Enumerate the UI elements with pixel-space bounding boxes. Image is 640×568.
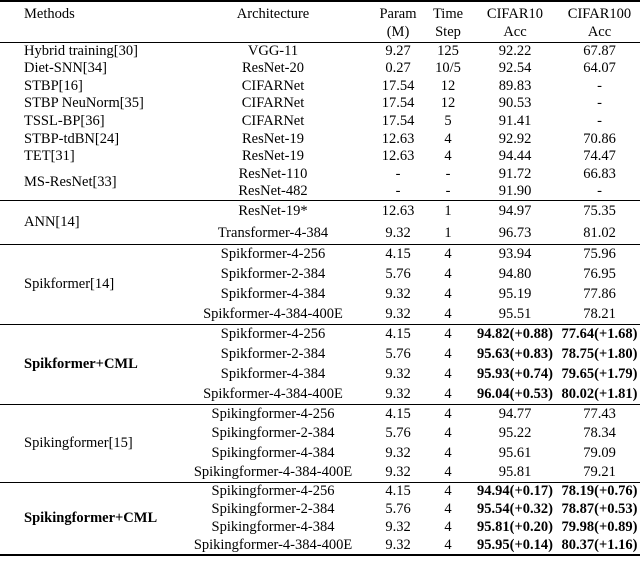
param-cell: 5.76 [385,501,411,518]
cifar10-acc-cell: 93.94 [471,245,559,265]
col-header-architecture [175,1,371,43]
param-cell: 5.76 [385,266,411,283]
cifar100-acc-cell: 79.09 [583,444,616,461]
col-header-methods [0,1,175,43]
timestep-cell: 4 [425,245,471,265]
cifar10-acc-cell: 95.95(+0.14) [477,536,553,553]
cifar10-acc-cell: 95.81 [498,463,532,480]
architecture-cell: CIFARNet [241,113,305,130]
param-cell: 5.76 [385,425,411,442]
cifar100-acc-cell: 78.34 [583,425,616,442]
col-header-timestep-line2: Step [435,23,461,40]
method-cell: Hybrid training[30] [0,43,175,61]
cifar100-acc-cell: 78.75(+1.80) [561,346,638,363]
timestep-cell: 4 [444,536,452,553]
cifar10-acc-cell: 91.72 [498,165,532,182]
param-cell: 9.32 [385,366,411,383]
col-header-cifar100-line2: Acc [587,23,612,40]
col-header-cifar10-line2: Acc [503,23,527,40]
architecture-cell: Spikingformer-2-384 [211,425,335,442]
cifar100-acc-cell: 67.87 [559,43,640,61]
col-header-methods-label: Methods [24,6,75,22]
param-cell: 9.32 [385,536,411,553]
table-row [0,60,640,78]
architecture-cell: CIFARNet [241,77,305,94]
architecture-cell: Spikformer-4-384 [220,366,326,383]
param-cell: 9.32 [385,385,411,402]
cifar100-acc-cell: 76.95 [583,266,616,283]
cifar10-acc-cell: 95.81(+0.20) [477,519,553,536]
architecture-cell: Spikingformer-4-384-400E [193,463,353,480]
cifar100-acc-cell: 70.86 [583,130,616,147]
cifar100-acc-cell: - [597,77,602,94]
param-cell: - [395,183,401,200]
param-cell: 9.32 [385,286,411,303]
timestep-cell: 4 [444,148,452,165]
method-cell: Spikformer[14] [0,245,175,325]
param-cell: 12.63 [371,201,425,223]
table-row [0,325,640,345]
timestep-cell: 4 [444,130,452,147]
param-cell: 5.76 [385,346,411,363]
table-row [0,405,640,424]
architecture-cell: Spikingformer-4-384 [211,444,335,461]
table-row [0,201,640,223]
param-cell: 12.63 [381,130,415,147]
cifar10-acc-cell: 92.22 [471,43,559,61]
architecture-cell: Spikformer-2-384 [220,266,326,283]
col-header-param-line1: Param [379,6,417,22]
architecture-cell: Spikformer-4-256 [175,325,371,345]
table-row [0,166,640,184]
cifar100-acc-cell: 75.35 [559,201,640,223]
cifar10-acc-cell: 94.44 [498,148,532,165]
param-cell: 9.32 [385,519,411,536]
param-cell: 4.15 [371,482,425,500]
timestep-cell: 1 [444,224,452,241]
timestep-cell: - [445,183,451,200]
col-header-timestep-line1: Time [432,6,464,22]
timestep-cell: 4 [444,305,452,322]
method-cell: Diet-SNN[34] [24,60,107,77]
table-row [0,245,640,265]
cifar100-acc-cell: - [597,183,602,200]
col-header-cifar100-line1: CIFAR100 [567,6,632,22]
timestep-cell: 1 [425,201,471,223]
cifar100-acc-cell: - [597,95,602,112]
architecture-cell: Spikingformer-2-384 [211,501,335,518]
timestep-cell: 4 [444,266,452,283]
cifar10-acc-cell: 95.22 [498,425,532,442]
architecture-cell: VGG-11 [175,43,371,61]
table-row [0,43,640,61]
cifar10-acc-cell: 94.80 [498,266,532,283]
col-header-architecture-label: Architecture [236,6,310,22]
cifar10-acc-cell: 95.19 [498,286,532,303]
timestep-cell: 4 [425,325,471,345]
cifar10-acc-cell: 95.93(+0.74) [477,366,553,383]
cifar100-acc-cell: 77.43 [559,405,640,424]
param-cell: 9.32 [385,463,411,480]
architecture-cell: Transformer-4-384 [217,224,329,241]
cifar10-acc-cell: 89.83 [498,77,532,94]
timestep-cell: 10/5 [435,60,461,77]
cifar10-acc-cell: 91.41 [498,113,532,130]
architecture-cell: Spikingformer-4-384-400E [193,536,353,553]
cifar10-acc-cell: 92.92 [498,130,532,147]
param-cell: 4.15 [371,245,425,265]
cifar10-acc-cell: 94.97 [471,201,559,223]
cifar10-acc-cell: 94.82(+0.88) [471,325,559,345]
architecture-cell: ResNet-20 [241,60,304,77]
timestep-cell: 4 [444,346,452,363]
architecture-cell: ResNet-19 [241,130,304,147]
timestep-cell: 5 [444,113,452,130]
col-header-cifar10-line1: CIFAR10 [486,6,544,22]
method-cell: STBP NeuNorm[35] [24,95,144,112]
param-cell: 9.32 [385,224,411,241]
col-header-param-line2: (M) [386,23,410,40]
cifar100-acc-cell: 80.37(+1.16) [561,536,638,553]
architecture-cell: Spikformer-4-384-400E [203,385,343,402]
cifar100-acc-cell: 79.65(+1.79) [561,366,638,383]
method-cell: STBP[16] [24,77,83,94]
param-cell: 9.27 [371,43,425,61]
cifar10-acc-cell: 91.90 [498,183,532,200]
architecture-cell: ResNet-482 [238,183,308,200]
cifar100-acc-cell: - [597,113,602,130]
param-cell: 4.15 [371,325,425,345]
architecture-cell: Spikformer-4-384 [220,286,326,303]
col-header-param [371,1,425,43]
method-cell: STBP-tdBN[24] [24,130,120,147]
cifar10-acc-cell: 96.04(+0.53) [477,385,553,402]
param-cell: 4.15 [371,405,425,424]
cifar100-acc-cell: 74.47 [583,148,616,165]
architecture-cell: Spikformer-4-256 [175,245,371,265]
cifar100-acc-cell: 77.86 [583,286,616,303]
table-row [0,148,640,166]
cifar10-acc-cell: 94.94(+0.17) [471,482,559,500]
timestep-cell: 4 [444,425,452,442]
timestep-cell: 4 [444,444,452,461]
cifar100-acc-cell: 81.02 [583,224,616,241]
timestep-cell: - [445,165,451,182]
param-cell: 17.54 [381,77,415,94]
cifar100-acc-cell: 78.87(+0.53) [561,501,638,518]
timestep-cell: 4 [444,286,452,303]
table-row [0,95,640,113]
cifar100-acc-cell: 78.21 [583,305,616,322]
table-header [0,1,640,43]
cifar100-acc-cell: 66.83 [583,165,616,182]
timestep-cell: 125 [425,43,471,61]
col-header-timestep [425,1,471,43]
table-row [0,482,640,500]
param-cell: 9.32 [385,444,411,461]
cifar100-acc-cell: 75.96 [559,245,640,265]
timestep-cell: 4 [444,385,452,402]
architecture-cell: ResNet-110 [238,165,308,182]
timestep-cell: 12 [440,95,456,112]
table-row [0,78,640,96]
timestep-cell: 4 [444,501,452,518]
timestep-cell: 12 [440,77,456,94]
method-cell: TSSL-BP[36] [24,113,105,130]
param-cell: 9.32 [385,305,411,322]
cifar10-acc-cell: 95.63(+0.83) [477,346,553,363]
timestep-cell: 4 [425,482,471,500]
method-cell: ANN[14] [0,201,175,245]
cifar10-acc-cell: 95.54(+0.32) [477,501,553,518]
header-row [0,1,640,43]
timestep-cell: 4 [444,519,452,536]
timestep-cell: 4 [425,405,471,424]
architecture-cell: Spikingformer-4-256 [175,405,371,424]
architecture-cell: Spikingformer-4-384 [211,519,335,536]
table-row [0,113,640,131]
cifar100-acc-cell: 79.21 [583,463,616,480]
cifar10-acc-cell: 92.54 [498,60,532,77]
method-cell: TET[31] [24,148,75,165]
param-cell: - [395,165,401,182]
cifar10-acc-cell: 95.61 [498,444,532,461]
cifar10-acc-cell: 95.51 [498,305,532,322]
architecture-cell: Spikingformer-4-256 [175,482,371,500]
architecture-cell: Spikformer-2-384 [220,346,326,363]
cifar100-acc-cell: 64.07 [583,60,616,77]
param-cell: 0.27 [385,60,411,77]
param-cell: 12.63 [381,148,415,165]
col-header-cifar10 [471,1,559,43]
param-cell: 17.54 [381,113,415,130]
method-cell: Spikformer+CML [0,325,175,405]
timestep-cell: 4 [444,366,452,383]
architecture-cell: ResNet-19 [241,148,304,165]
cifar100-acc-cell: 77.64(+1.68) [559,325,640,345]
method-cell: Spikingformer[15] [0,405,175,483]
cifar100-acc-cell: 80.02(+1.81) [561,385,638,402]
architecture-cell: ResNet-19* [175,201,371,223]
architecture-cell: Spikformer-4-384-400E [203,305,343,322]
timestep-cell: 4 [444,463,452,480]
method-cell: MS-ResNet[33] [24,174,117,191]
cifar10-acc-cell: 96.73 [498,224,532,241]
cifar10-acc-cell: 94.77 [471,405,559,424]
architecture-cell: CIFARNet [241,95,305,112]
table-row [0,130,640,148]
col-header-cifar100 [559,1,640,43]
cifar10-acc-cell: 90.53 [498,95,532,112]
cifar100-acc-cell: 78.19(+0.76) [559,482,640,500]
table-body [0,43,640,556]
cifar100-acc-cell: 79.98(+0.89) [561,519,638,536]
param-cell: 17.54 [381,95,415,112]
method-cell: Spikingformer+CML [0,482,175,555]
